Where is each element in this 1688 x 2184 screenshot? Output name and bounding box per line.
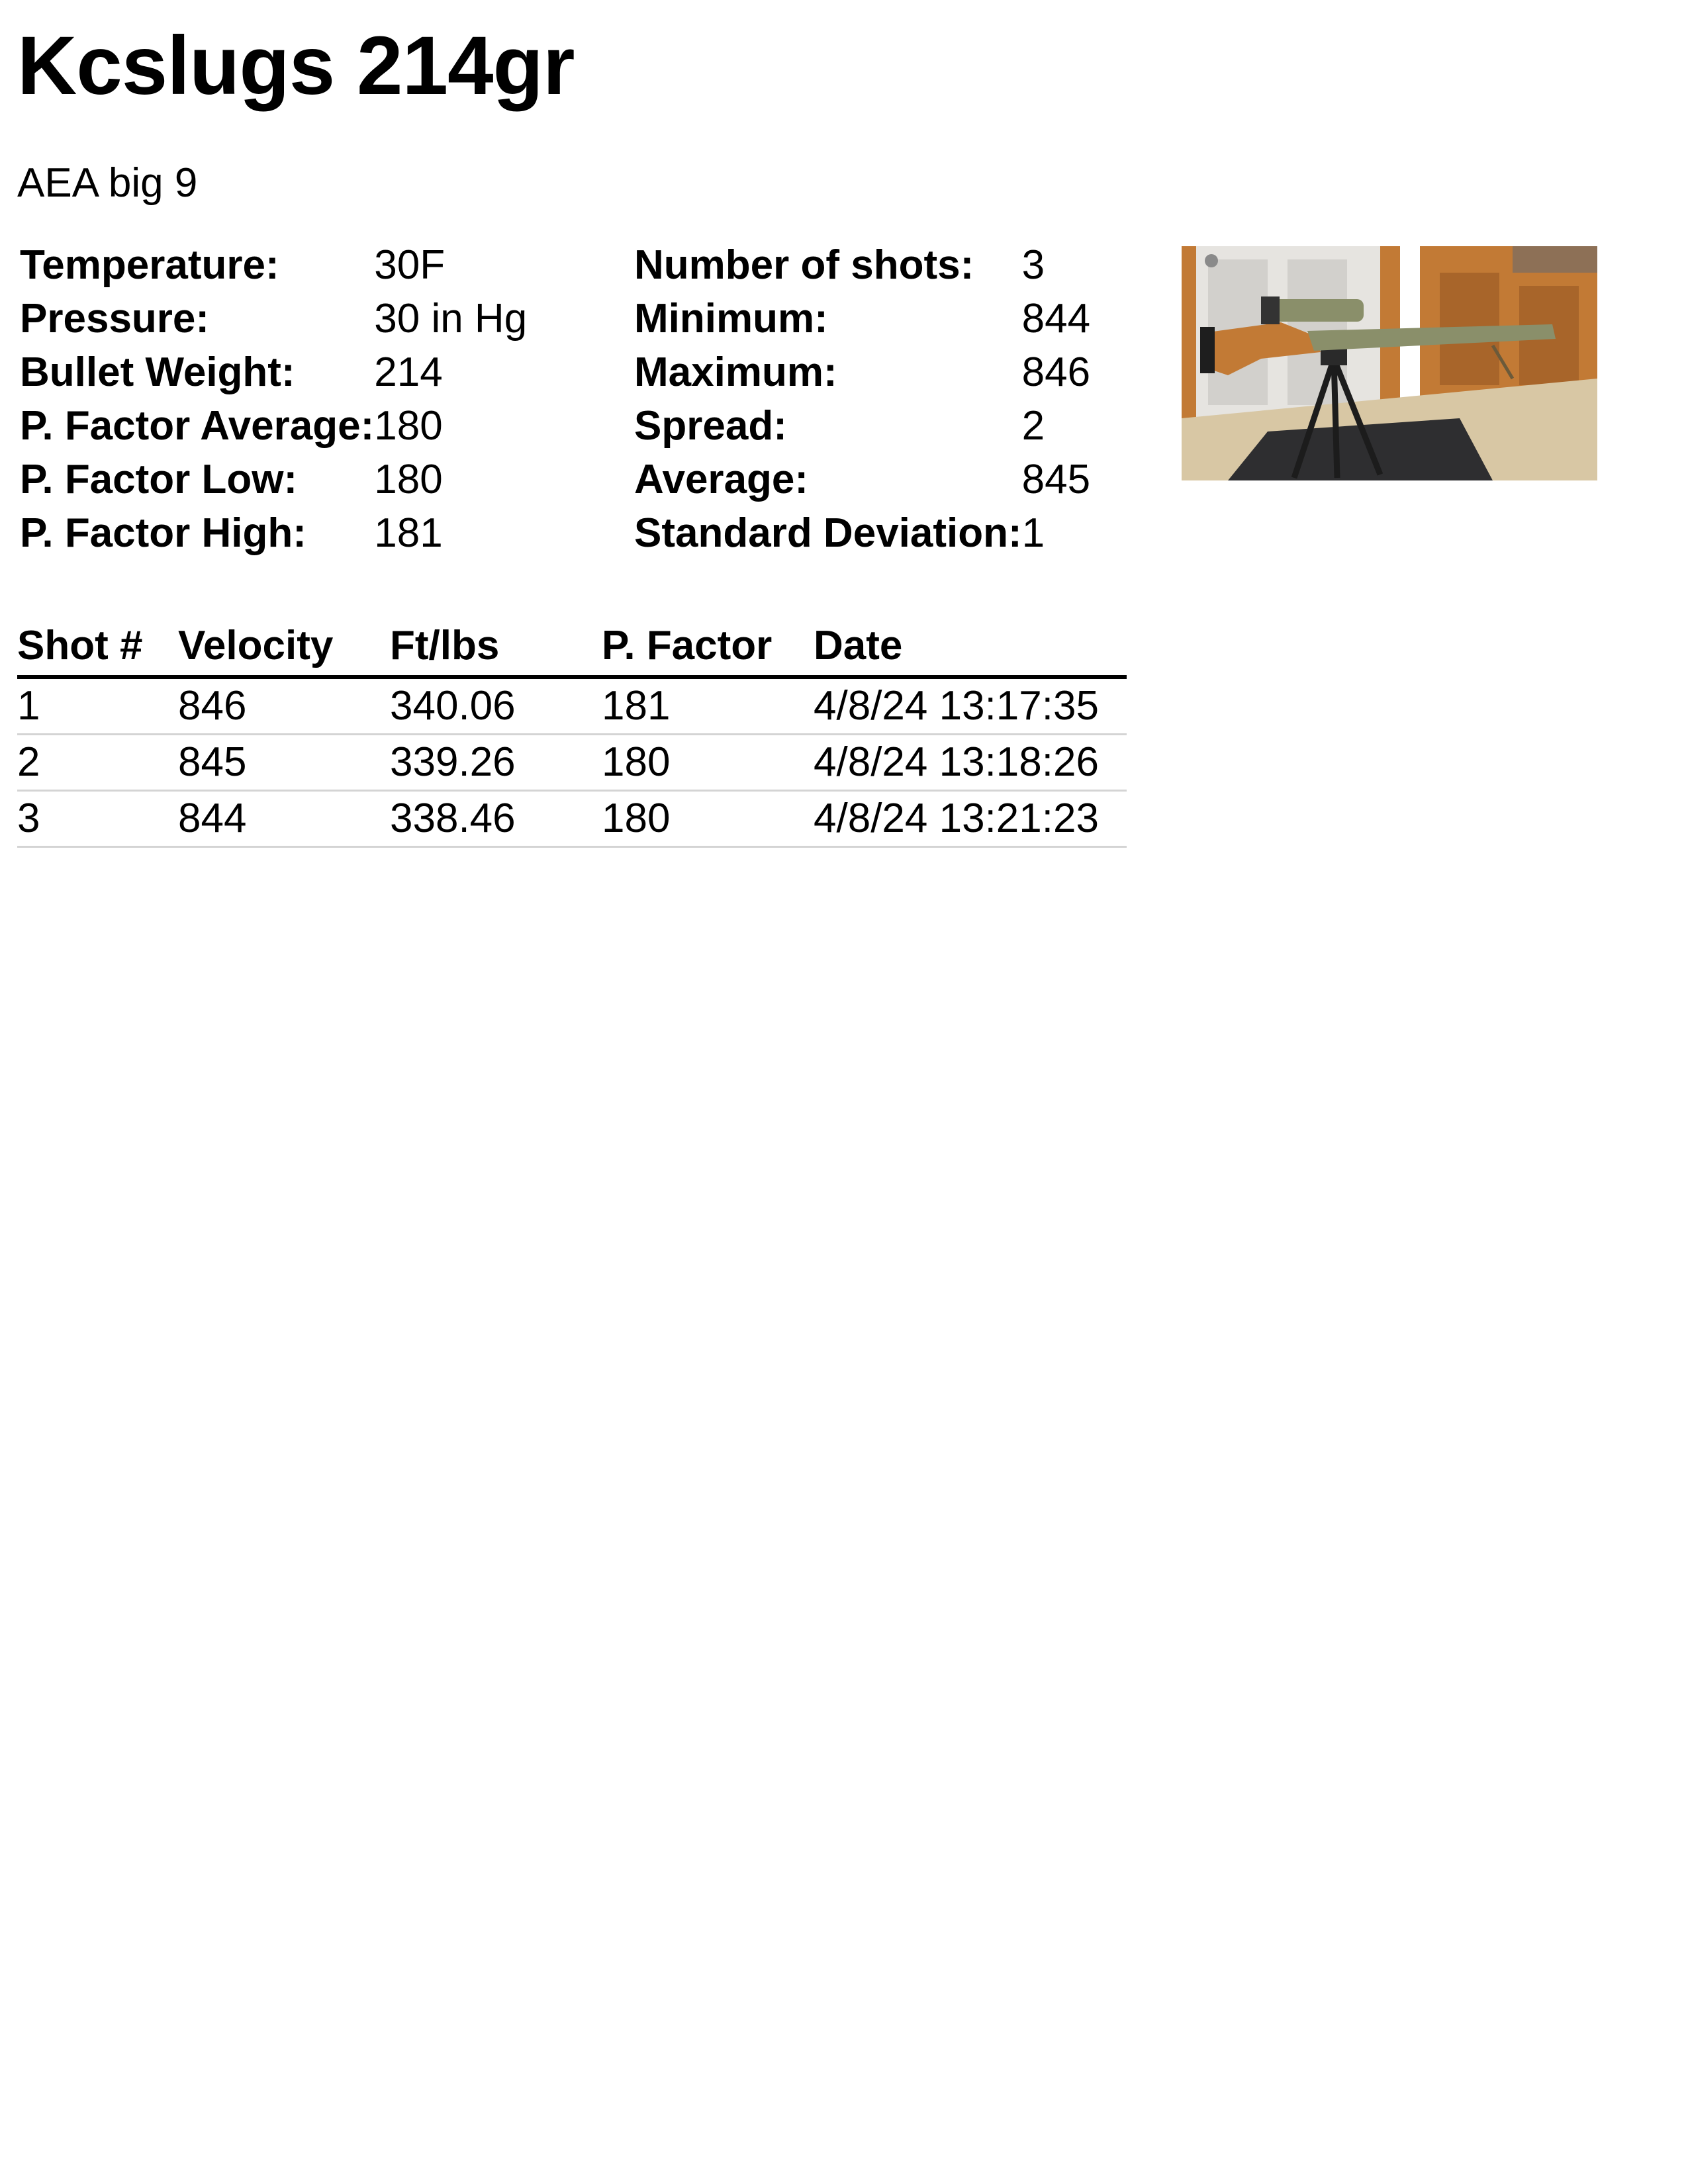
p-factor-cell: 181 xyxy=(602,677,814,735)
page-subtitle: AEA big 9 xyxy=(17,160,198,206)
stat-row-pressure xyxy=(20,292,527,345)
stat-value: 214 xyxy=(374,349,443,395)
shot-number-cell: 1 xyxy=(17,677,178,735)
stat-label: P. Factor Low: xyxy=(20,457,298,502)
velocity-cell: 844 xyxy=(178,791,390,847)
ft-lbs-cell: 338.46 xyxy=(390,791,602,847)
shots-table xyxy=(17,617,1127,848)
photo-cabinet-top xyxy=(1513,246,1597,273)
stat-row-average xyxy=(634,453,1090,506)
date-cell: 4/8/24 13:21:23 xyxy=(814,791,1127,847)
rifle-photo-icon xyxy=(1182,246,1597,480)
stat-row-pf-high xyxy=(20,506,527,560)
stat-label: Maximum: xyxy=(634,349,837,395)
column-header-date: Date xyxy=(814,617,1127,677)
column-header-velocity: Velocity xyxy=(178,617,390,677)
stat-label: Standard Deviation: xyxy=(634,510,1022,556)
stat-label: P. Factor High: xyxy=(20,510,306,556)
stat-label: Spread: xyxy=(634,403,787,449)
stat-value: 3 xyxy=(1021,242,1045,288)
stat-row-spread xyxy=(634,399,1090,453)
ft-lbs-cell: 339.26 xyxy=(390,735,602,791)
stats-left-table xyxy=(20,238,527,560)
stat-label: Minimum: xyxy=(634,296,828,341)
photo-door-knob xyxy=(1205,254,1218,267)
column-header-shot: Shot # xyxy=(17,617,178,677)
stat-value: 844 xyxy=(1021,296,1091,341)
shot-number-cell: 3 xyxy=(17,791,178,847)
photo-tripod-leg xyxy=(1334,359,1337,478)
rifle-photo xyxy=(1182,246,1597,480)
page-title: Kcslugs 214gr xyxy=(17,20,575,112)
date-cell: 4/8/24 13:18:26 xyxy=(814,735,1127,791)
stat-row-temperature xyxy=(20,238,527,292)
stat-value: 30F xyxy=(374,242,445,288)
stat-value: 180 xyxy=(374,403,443,449)
stat-value: 1 xyxy=(1021,510,1045,556)
photo-rifle-butt-pad xyxy=(1200,327,1215,373)
stat-label: Temperature: xyxy=(20,242,279,288)
stat-value: 180 xyxy=(374,457,443,502)
photo-door-panel xyxy=(1208,259,1268,332)
stat-value: 2 xyxy=(1021,403,1045,449)
stat-row-maximum xyxy=(634,345,1090,399)
stat-row-number-of-shots xyxy=(634,238,1090,292)
stat-label: Pressure: xyxy=(20,296,210,341)
velocity-cell: 846 xyxy=(178,677,390,735)
stat-label: Number of shots: xyxy=(634,242,974,288)
stat-label: Bullet Weight: xyxy=(20,349,295,395)
stat-row-minimum xyxy=(634,292,1090,345)
column-header-p-factor: P. Factor xyxy=(602,617,814,677)
photo-rifle-scope-bell xyxy=(1261,296,1280,324)
velocity-cell: 845 xyxy=(178,735,390,791)
column-header-ft-lbs: Ft/lbs xyxy=(390,617,602,677)
stat-value: 30 in Hg xyxy=(374,296,528,341)
p-factor-cell: 180 xyxy=(602,791,814,847)
table-row xyxy=(17,791,1127,847)
shots-table-header-row xyxy=(17,617,1127,677)
stats-right-table xyxy=(634,238,1090,560)
shot-number-cell: 2 xyxy=(17,735,178,791)
stat-row-pf-average xyxy=(20,399,527,453)
stat-value: 846 xyxy=(1021,349,1091,395)
ft-lbs-cell: 340.06 xyxy=(390,677,602,735)
date-cell: 4/8/24 13:17:35 xyxy=(814,677,1127,735)
stat-label: Average: xyxy=(634,457,809,502)
stat-value: 181 xyxy=(374,510,443,556)
table-row xyxy=(17,677,1127,735)
stat-row-standard-deviation xyxy=(634,506,1090,560)
p-factor-cell: 180 xyxy=(602,735,814,791)
stat-value: 845 xyxy=(1021,457,1091,502)
table-row xyxy=(17,735,1127,791)
stat-row-pf-low xyxy=(20,453,527,506)
stat-label: P. Factor Average: xyxy=(20,403,375,449)
stat-row-bullet-weight xyxy=(20,345,527,399)
